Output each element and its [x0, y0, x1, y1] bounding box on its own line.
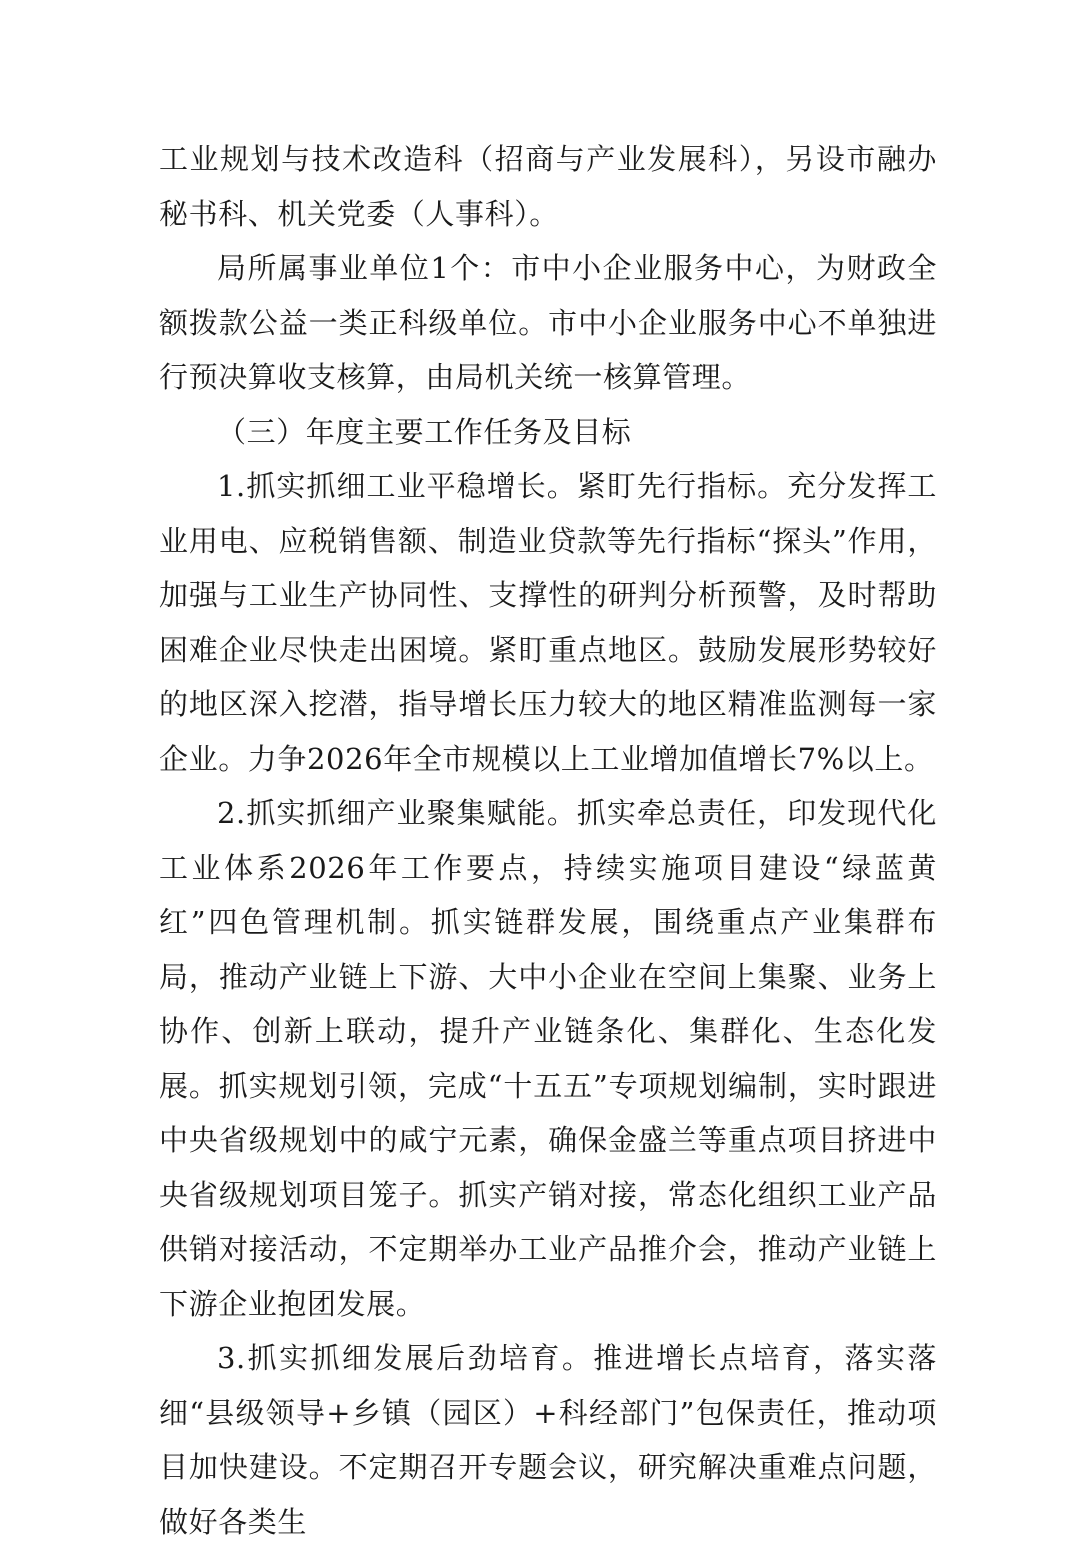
paragraph-task-1: 1.抓实抓细工业平稳增长。紧盯先行指标。充分发挥工业用电、应税销售额、制造业贷款等先行指标“探头”作用，加强与工业生产协同性、支撑性的研判分析预警，及时帮助困难企业尽快走出困境。紧盯重点地区。鼓励发展形势较好的地区深入挖潜，指导增长压力较大的地区精准监测每一家企业。力争2026年全市规模以上工业增加值增长7%以上。: [159, 469, 937, 776]
paragraph-task-3: 3.抓实抓细发展后劲培育。推进增长点培育，落实落细“县级领导+乡镇（园区）+科经部门”包保责任，推动项目加快建设。不定期召开专题会议，研究解决重难点问题，做好各类生: [159, 1341, 937, 1539]
paragraph-affiliated-unit: 局所属事业单位1个：市中小企业服务中心，为财政全额拨款公益一类正科级单位。市中小企业服务中心不单独进行预决算收支核算，由局机关统一核算管理。: [159, 251, 937, 394]
paragraph-task-2: 2.抓实抓细产业聚集赋能。抓实牵总责任，印发现代化工业体系2026年工作要点，持续实施项目建设“绿蓝黄红”四色管理机制。抓实链群发展，围绕重点产业集群布局，推动产业链上下游、大中小企业在空间上集聚、业务上协作、创新上联动，提升产业链条化、集群化、生态化发展。抓实规划引领，完成“十五五”专项规划编制，实时跟进中央省级规划中的咸宁元素，确保金盛兰等重点项目挤进中央省级规划项目笼子。抓实产销对接，常态化组织工业产品供销对接活动，不定期举办工业产品推介会，推动产业链上下游企业抱团发展。: [159, 796, 937, 1321]
paragraph-organization-continued: 工业规划与技术改造科（招商与产业发展科），另设市融办秘书科、机关党委（人事科）。: [159, 142, 937, 231]
document-body: [159, 132, 937, 1549]
section-heading-annual-tasks: （三）年度主要工作任务及目标: [217, 414, 632, 449]
